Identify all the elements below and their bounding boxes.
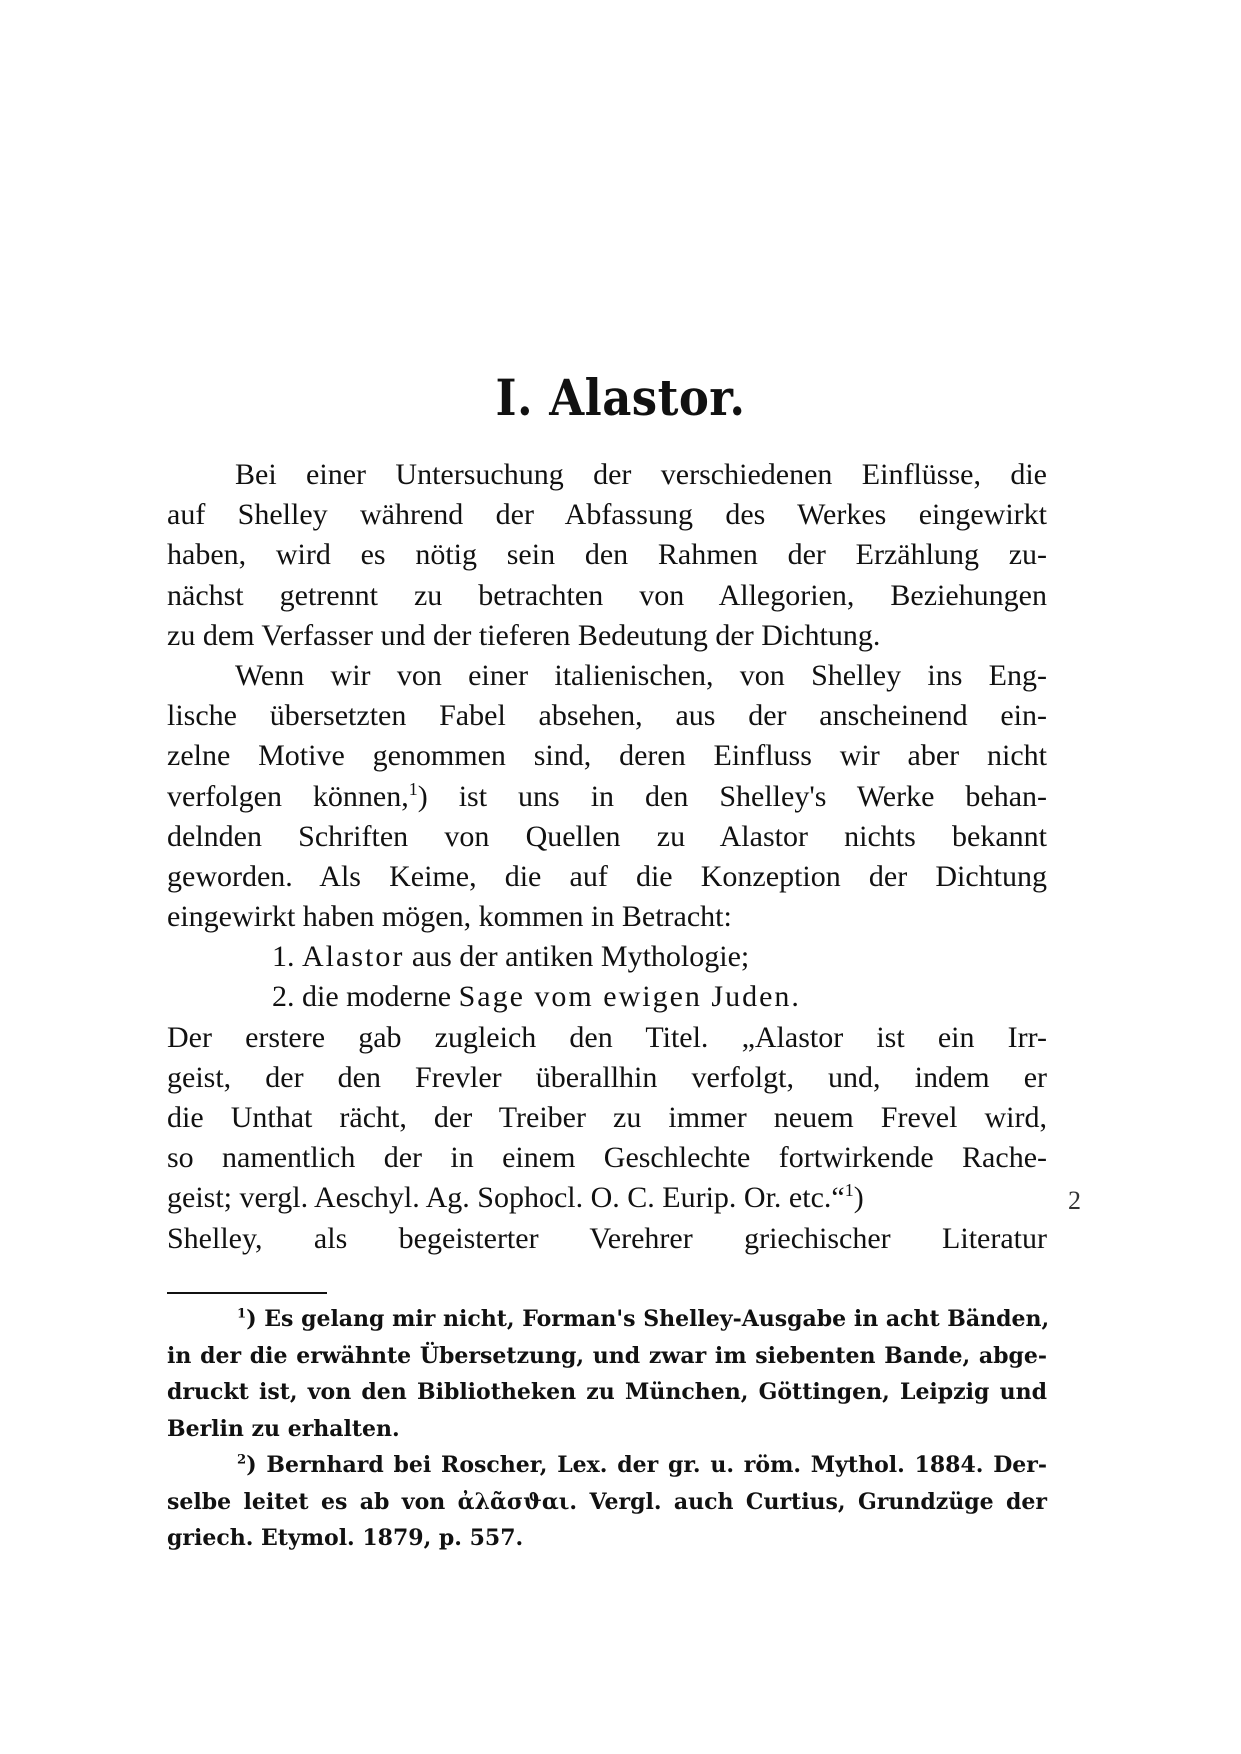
handwritten-margin-note: 2	[1068, 1186, 1081, 1215]
chapter-title: I. Alastor.	[495, 368, 746, 427]
text-line: geworden. Als Keime, die auf die Konzeption der Dichtung	[167, 859, 1047, 893]
footnote-marker: 2	[237, 1452, 247, 1468]
text-segment: ) ist uns in den Shelley's Werke behan-	[417, 779, 1047, 813]
text-line: so namentlich der in einem Geschlechte fortwirkende Rache-	[167, 1141, 1047, 1175]
text-line: zelne Motive genommen sind, deren Einfluss wir aber nicht	[167, 739, 1047, 773]
footnote-line: selbe leitet es ab von ἀλᾶσϑαι. Vergl. auch Curtius, Grundzüge der	[167, 1488, 1047, 1515]
emphasized-term: Sage vom ewigen Juden.	[458, 980, 801, 1014]
list-item	[167, 937, 1047, 977]
footnote-line: in der die erwähnte Übersetzung, und zwar im siebenten Bande, abge-	[167, 1342, 1047, 1369]
text-line: nächst getrennt zu betrachten von Allegorien, Beziehungen	[167, 578, 1047, 612]
footnote-marker: 1	[237, 1306, 247, 1322]
text-segment: )	[853, 1181, 864, 1215]
text-line: auf Shelley während der Abfassung des Werkes eingewirkt	[167, 498, 1047, 532]
footnotes	[167, 1301, 1050, 1557]
text-line: Shelley, als begeisterter Verehrer griechischer Literatur	[167, 1221, 1047, 1255]
footnote-line: Berlin zu erhalten.	[167, 1415, 400, 1442]
footnote-rule	[167, 1292, 327, 1294]
footnote-line	[167, 1301, 1050, 1338]
footnote-reference: 1	[844, 1180, 854, 1201]
footnote-line: druckt ist, von den Bibliotheken zu München, Göttingen, Leipzig und	[167, 1379, 1047, 1405]
footnote-reference: 1	[408, 778, 418, 799]
text-segment: aus der antiken Mythologie;	[411, 940, 750, 974]
text-line: zu dem Verfasser und der tieferen Bedeutung der Dichtung.	[167, 618, 881, 652]
text-line: haben, wird es nötig sein den Rahmen der Erzählung zu-	[167, 538, 1047, 572]
text-segment: geist; vergl. Aeschyl. Ag. Sophocl. O. C. Eurip. Or. etc.“	[167, 1181, 845, 1215]
list-number: 2.	[272, 980, 295, 1014]
text-line: die Unthat rächt, der Treiber zu immer neuem Frevel wird,	[167, 1101, 1047, 1134]
text-segment: die moderne	[302, 980, 452, 1014]
emphasized-term: Alastor	[302, 940, 405, 974]
text-segment: verfolgen können,	[167, 779, 409, 813]
text-line: eingewirkt haben mögen, kommen in Betracht:	[167, 900, 732, 934]
text-line: Wenn wir von einer italienischen, von Shelley ins Eng-	[235, 658, 1047, 692]
text-segment: ) Es gelang mir nicht, Forman's Shelley-Ausgabe in acht Bänden,	[246, 1306, 1050, 1332]
footnote-line	[167, 1447, 1047, 1484]
text-line	[167, 1178, 1047, 1218]
text-line: delnden Schriften von Quellen zu Alastor nichts bekannt	[167, 819, 1047, 853]
body-text	[167, 455, 1047, 1259]
text-line: Der erstere gab zugleich den Titel. „Alastor ist ein Irr-	[167, 1020, 1047, 1054]
text-segment: ) Bernhard bei Roscher, Lex. der gr. u. röm. Mythol. 1884. Der-	[246, 1452, 1047, 1478]
text-line	[167, 777, 1047, 817]
text-line: geist, der den Frevler überallhin verfolgt, und, indem er	[167, 1060, 1047, 1094]
text-line: lische übersetzten Fabel absehen, aus der anscheinend ein-	[167, 699, 1047, 733]
footnote-line: griech. Etymol. 1879, p. 557.	[167, 1525, 524, 1551]
text-line: Bei einer Untersuchung der verschiedenen Einflüsse, die	[235, 458, 1047, 491]
list-item	[167, 977, 1047, 1017]
list-number: 1.	[272, 940, 295, 974]
